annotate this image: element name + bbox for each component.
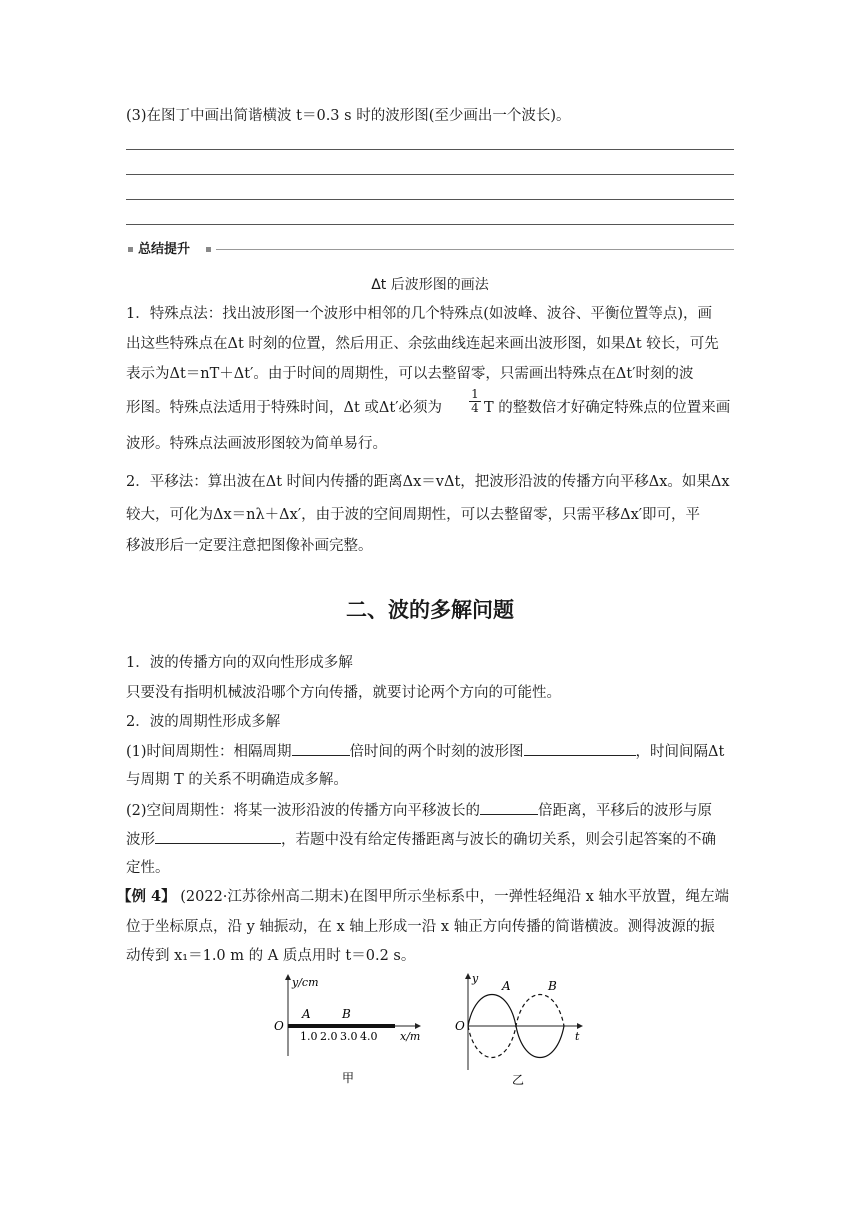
section-2-line [126,741,734,762]
figure-caption: 甲 [342,1071,355,1085]
example-tag: 【例 4】 [117,888,176,905]
summary-p1-line: 出这些特殊点在Δt 时刻的位置，然后用正、余弦曲线连起来画出波形图，如果Δt 较长，可先 [126,336,719,352]
section-2-line [126,800,734,821]
fill-blank [524,741,636,756]
figure-jia [270,970,430,1090]
curve-a-label: A [502,979,511,993]
section-2-line: 2．波的周期性形成多解 [126,714,281,730]
summary-p2-line: 2．平移法：算出波在Δt 时间内传播的距离Δx＝vΔt，把波形沿波的传播方向平移Δx。如果Δx [126,474,730,490]
section-2-line: 只要没有指明机械波沿哪个方向传播，就要讨论两个方向的可能性。 [126,685,561,701]
answer-line-1 [126,149,734,150]
summary-p1-line: 表示为Δt＝nT＋Δt′。由于时间的周期性，可以去整留零，只需画出特殊点在Δt′时刻的波 [126,366,694,382]
example-4-line: 动传到 x₁＝1.0 m 的 A 质点用时 t＝0.2 s。 [126,948,416,964]
text-segment: ，时间间隔Δt [635,744,725,760]
question-3: (3)在图丁中画出简谐横波 t＝0.3 s 时的波形图(至少画出一个波长)。 [126,108,571,124]
figure-caption: 乙 [512,1073,525,1087]
section-2-line [126,829,734,850]
text-segment: (2022·江苏徐州高二期末)在图甲所示坐标系中，一弹性轻绳沿 x 轴水平放置，绳左端 [180,889,729,905]
fill-blank [480,800,538,815]
section-2-line: 定性。 [126,860,170,876]
y-axis-label: y/cm [292,976,319,989]
text-segment: 波形 [126,832,155,848]
origin-label: O [455,1019,465,1033]
summary-p2-line: 较大，可化为Δx＝nλ＋Δx′，由于波的空间周期性，可以去整留零，只需平移Δx′即可，平 [126,507,701,523]
text-segment: 倍距离，平移后的波形与原 [538,803,713,819]
answer-line-3 [126,199,734,200]
point-b-label: B [342,1007,351,1021]
summary-header [126,241,734,259]
fill-blank [292,741,350,756]
y-axis-label: y [472,972,479,985]
summary-subtitle: Δt 后波形图的画法 [371,277,489,293]
section-2-line: 与周期 T 的关系不明确造成多解。 [126,772,348,788]
square-bullet-icon [206,247,211,252]
fraction-one-quarter [469,388,481,415]
x-axis-label: x/m [400,1030,421,1043]
fill-blank [155,829,281,844]
header-divider [216,249,734,250]
text-segment: (1)时间周期性：相隔周期 [126,744,292,760]
answer-line-4 [126,224,734,225]
figure-yi [452,970,592,1090]
square-bullet-icon [128,247,133,252]
summary-p2-line: 移波形后一定要注意把图像补画完整。 [126,538,373,554]
fraction-numerator: 1 [471,387,479,401]
text-segment: ，若题中没有给定传播距离与波长的确切关系，则会引起答案的不确 [281,832,716,848]
summary-p1-line: T 的整数倍才好确定特殊点的位置来画 [484,400,731,416]
x-tick-label: 4.0 [360,1030,378,1043]
point-a-label: A [302,1007,311,1021]
summary-p1-line: 形图。特殊点法适用于特殊时间，Δt 或Δt′必须为 [126,400,442,416]
fraction-denominator: 4 [469,401,481,415]
x-tick-label: 1.0 [300,1030,318,1043]
x-tick-label: 3.0 [340,1030,358,1043]
t-axis-label: t [575,1030,580,1043]
x-tick-label: 2.0 [320,1030,338,1043]
summary-p1-line: 波形。特殊点法画波形图较为简单易行。 [126,436,387,452]
summary-heading: 总结提升 [138,242,191,257]
summary-p1-line: 1．特殊点法：找出波形图一个波形中相邻的几个特殊点(如波峰、波谷、平衡位置等点)，画 [126,306,713,322]
example-4-line [117,887,737,907]
text-segment: 倍时间的两个时刻的波形图 [349,744,524,760]
answer-line-2 [126,174,734,175]
curve-b-label: B [548,979,557,993]
section-2-title: 二、波的多解问题 [346,598,514,622]
text-segment: (2)空间周期性：将某一波形沿波的传播方向平移波长的 [126,803,481,819]
origin-label: O [274,1019,284,1033]
section-2-line: 1．波的传播方向的双向性形成多解 [126,655,353,671]
example-4-line: 位于坐标原点，沿 y 轴振动，在 x 轴上形成一沿 x 轴正方向传播的简谐横波。测得波源的振 [126,919,715,935]
